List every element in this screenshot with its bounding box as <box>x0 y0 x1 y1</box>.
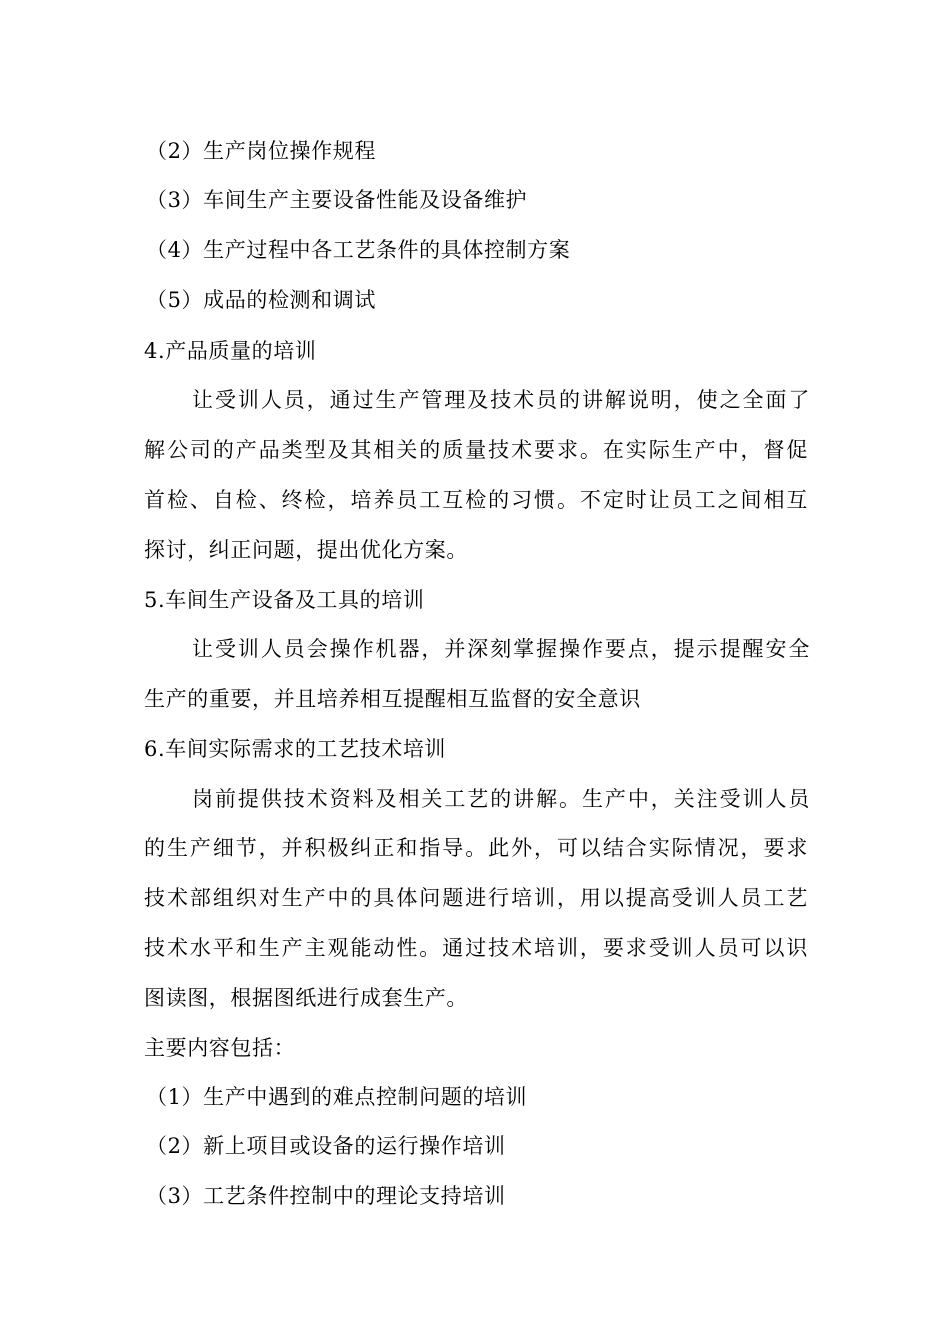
list-item: （5）成品的检测和调试 <box>146 288 376 312</box>
paragraph-line: 岗前提供技术资料及相关工艺的讲解。生产中，关注受训人员 <box>192 787 810 811</box>
section-heading-6: 6.车间实际需求的工艺技术培训 <box>144 737 447 761</box>
paragraph-line: 探讨，纠正问题，提出优化方案。 <box>144 538 468 562</box>
paragraph-line: 技术部组织对生产中的具体问题进行培训，用以提高受训人员工艺 <box>144 886 808 910</box>
main-content-label: 主要内容包括： <box>144 1036 296 1060</box>
section-heading-5: 5.车间生产设备及工具的培训 <box>144 588 425 612</box>
paragraph-line: 技术水平和生产主观能动性。通过技术培训，要求受训人员可以识 <box>144 936 808 960</box>
paragraph-line: 让受训人员，通过生产管理及技术员的讲解说明，使之全面了 <box>192 388 810 412</box>
list-item: （2）生产岗位操作规程 <box>146 139 376 163</box>
list-item: （1）生产中遇到的难点控制问题的培训 <box>146 1085 528 1109</box>
list-item: （2）新上项目或设备的运行操作培训 <box>146 1134 506 1158</box>
paragraph-line: 图读图，根据图纸进行成套生产。 <box>144 986 468 1010</box>
paragraph-line: 生产的重要，并且培养相互提醒相互监督的安全意识 <box>144 687 641 711</box>
list-item: （3）工艺条件控制中的理论支持培训 <box>146 1184 506 1208</box>
list-item: （4）生产过程中各工艺条件的具体控制方案 <box>146 238 571 262</box>
paragraph-line: 让受训人员会操作机器，并深刻掌握操作要点，提示提醒安全 <box>192 637 810 661</box>
list-item: （3）车间生产主要设备性能及设备维护 <box>146 188 528 212</box>
section-heading-4: 4.产品质量的培训 <box>144 339 317 363</box>
paragraph-line: 解公司的产品类型及其相关的质量技术要求。在实际生产中，督促 <box>144 438 808 462</box>
paragraph-line: 首检、自检、终检，培养员工互检的习惯。不定时让员工之间相互 <box>144 488 808 512</box>
paragraph-line: 的生产细节，并积极纠正和指导。此外，可以结合实际情况，要求 <box>144 836 808 860</box>
